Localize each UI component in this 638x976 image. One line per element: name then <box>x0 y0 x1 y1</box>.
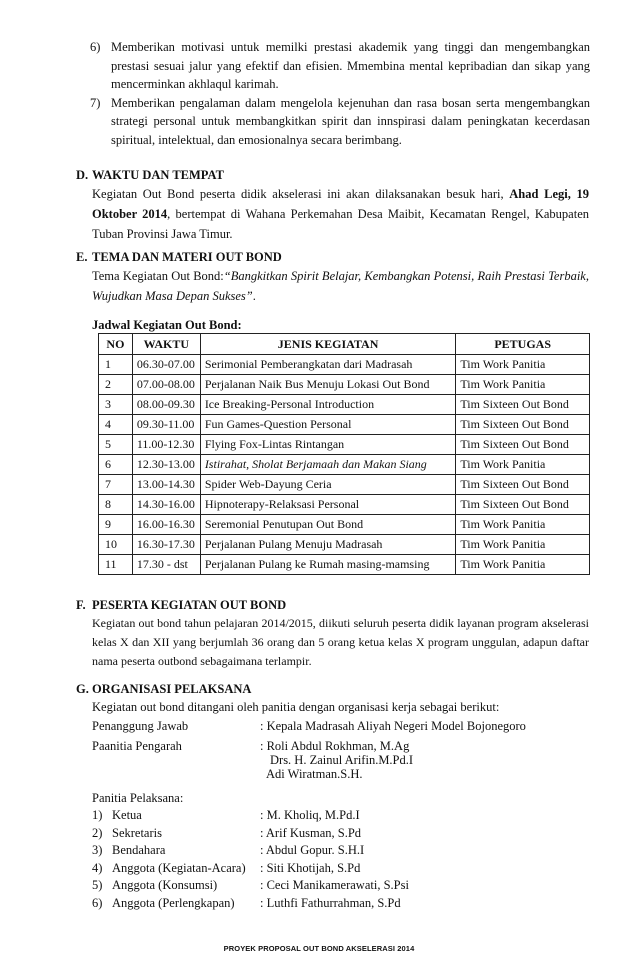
cell-petugas: Tim Sixteen Out Bond <box>456 495 590 515</box>
org-value: : Kepala Madrasah Aliyah Negeri Model Bojonegoro <box>260 719 526 733</box>
schedule-body <box>99 355 590 575</box>
theme-text: “Bangkitkan Spirit Belajar, Kembangkan Potensi, Raih Prestasi Terbaik, Wujudkan Masa Depan Sukses” <box>92 269 589 303</box>
cell-kegiatan: Spider Web-Dayung Ceria <box>200 475 456 495</box>
event-date: Ahad Legi, 19 Oktober 2014 <box>92 187 590 221</box>
cell-petugas: Tim Sixteen Out Bond <box>456 435 590 455</box>
org-label: Penanggung Jawab <box>92 719 189 733</box>
cell-petugas: Tim Sixteen Out Bond <box>456 415 590 435</box>
org-label: Panitia Pelaksana: <box>92 790 184 805</box>
org-role: Sekretaris <box>112 825 162 840</box>
cell-no: 9 <box>99 515 133 535</box>
section-e-text <box>92 266 589 306</box>
section-title: ORGANISASI PELAKSANA <box>92 682 252 696</box>
cell-kegiatan: Hipnoterapy-Relaksasi Personal <box>200 495 456 515</box>
cell-kegiatan: Fun Games-Question Personal <box>200 415 456 435</box>
org-value: Drs. H. Zainul Arifin.M.Pd.I <box>270 753 414 767</box>
cell-petugas: Tim Sixteen Out Bond <box>456 475 590 495</box>
paragraph-text: Kegiatan Out Bond peserta didik akselerasi ini akan dilaksanakan besuk hari, <box>92 187 510 201</box>
table-row <box>99 495 590 515</box>
cell-no: 8 <box>99 495 133 515</box>
table-row <box>99 515 590 535</box>
org-value: : Arif Kusman, S.Pd <box>260 825 362 840</box>
list-item-text: Memberikan pengalaman dalam mengelola kejenuhan dan rasa bosan serta mengembangkan strategi personal untuk membangkitkan spirit dan innspirasi dalam peningkatan kecerdasan spiritual, intelektual, dan emosionalnya secara berimbang. <box>111 95 590 147</box>
paragraph-text: . <box>252 289 256 303</box>
cell-petugas: Tim Work Panitia <box>456 355 590 375</box>
page-footer: PROYEK PROPOSAL OUT BOND AKSELERASI 2014 <box>223 944 415 953</box>
section-e-heading <box>76 250 282 265</box>
paragraph-text: Tema Kegiatan Out Bond: <box>92 269 224 283</box>
cell-waktu: 07.00-08.00 <box>132 375 200 395</box>
cell-waktu: 13.00-14.30 <box>132 475 200 495</box>
section-title: PESERTA KEGIATAN OUT BOND <box>92 598 287 612</box>
cell-waktu: 08.00-09.30 <box>132 395 200 415</box>
cell-petugas: Tim Work Panitia <box>456 455 590 475</box>
table-row <box>99 355 590 375</box>
cell-kegiatan: Perjalanan Naik Bus Menuju Lokasi Out Bond <box>200 375 456 395</box>
cell-waktu: 14.30-16.00 <box>132 495 200 515</box>
cell-waktu: 16.00-16.30 <box>132 515 200 535</box>
table-header-row <box>99 334 590 355</box>
header-kegiatan: JENIS KEGIATAN <box>200 334 456 355</box>
org-label: Paanitia Pengarah <box>92 738 182 753</box>
table-row <box>99 475 590 495</box>
schedule-title: Jadwal Kegiatan Out Bond: <box>92 318 242 332</box>
table-row <box>99 395 590 415</box>
org-label <box>92 825 162 843</box>
section-g-intro: Kegiatan out bond ditangani oleh panitia dengan organisasi kerja sebagai berikut: <box>92 700 500 714</box>
section-d-text <box>92 184 589 244</box>
org-value: : Luthfi Fathurrahman, S.Pd <box>260 895 401 910</box>
org-label <box>92 860 246 878</box>
section-title: TEMA DAN MATERI OUT BOND <box>92 250 282 264</box>
org-number: 6) <box>92 895 103 910</box>
org-number: 1) <box>92 808 103 822</box>
org-role: Anggota (Konsumsi) <box>112 878 218 892</box>
section-title: WAKTU DAN TEMPAT <box>92 168 224 182</box>
org-number: 3) <box>92 843 103 857</box>
schedule-table <box>98 333 590 575</box>
cell-waktu: 12.30-13.00 <box>132 455 200 475</box>
table-row <box>99 455 590 475</box>
list-item <box>90 94 590 150</box>
cell-no: 4 <box>99 415 133 435</box>
cell-kegiatan: Flying Fox-Lintas Rintangan <box>200 435 456 455</box>
section-f-heading <box>76 598 286 613</box>
cell-kegiatan: Ice Breaking-Personal Introduction <box>200 395 456 415</box>
org-value: : Abdul Gopur. S.H.I <box>260 843 365 857</box>
cell-petugas: Tim Work Panitia <box>456 515 590 535</box>
cell-no: 11 <box>99 555 133 575</box>
org-number: 2) <box>92 825 103 840</box>
org-label <box>92 807 142 825</box>
table-row <box>99 555 590 575</box>
header-waktu: WAKTU <box>132 334 200 355</box>
cell-no: 10 <box>99 535 133 555</box>
org-value: : M. Kholiq, M.Pd.I <box>260 808 360 822</box>
cell-no: 7 <box>99 475 133 495</box>
cell-no: 5 <box>99 435 133 455</box>
cell-no: 2 <box>99 375 133 395</box>
cell-waktu: 17.30 - dst <box>132 555 200 575</box>
section-d-heading <box>76 168 224 183</box>
cell-petugas: Tim Work Panitia <box>456 535 590 555</box>
org-label <box>92 895 235 913</box>
org-value: : Siti Khotijah, S.Pd <box>260 860 361 875</box>
org-number: 4) <box>92 860 103 875</box>
org-value: : Roli Abdul Rokhman, M.Ag <box>260 738 410 753</box>
org-value: : Ceci Manikamerawati, S.Psi <box>260 878 409 892</box>
cell-no: 3 <box>99 395 133 415</box>
cell-kegiatan: Istirahat, Sholat Berjamaah dan Makan Siang <box>200 455 456 475</box>
org-label <box>92 842 165 860</box>
section-letter: F. <box>76 598 86 612</box>
header-no: NO <box>99 334 133 355</box>
org-role: Anggota (Perlengkapan) <box>112 895 235 910</box>
paragraph-text: , bertempat di Wahana Perkemahan Desa Maibit, Kecamatan Rengel, Kabupaten Tuban Provinsi Jawa Timur. <box>92 207 589 241</box>
cell-kegiatan: Perjalanan Pulang Menuju Madrasah <box>200 535 456 555</box>
list-item <box>90 38 590 94</box>
org-label <box>92 877 217 895</box>
objectives-list <box>90 38 590 149</box>
org-role: Bendahara <box>112 843 166 857</box>
table-row <box>99 535 590 555</box>
table-row <box>99 435 590 455</box>
cell-petugas: Tim Sixteen Out Bond <box>456 395 590 415</box>
org-role: Ketua <box>112 808 142 822</box>
cell-waktu: 09.30-11.00 <box>132 415 200 435</box>
header-petugas: PETUGAS <box>456 334 590 355</box>
cell-kegiatan: Seremonial Penutupan Out Bond <box>200 515 456 535</box>
cell-waktu: 11.00-12.30 <box>132 435 200 455</box>
list-item-number: 7) <box>90 95 101 110</box>
cell-no: 6 <box>99 455 133 475</box>
org-role: Anggota (Kegiatan-Acara) <box>112 860 246 875</box>
section-letter: G. <box>76 682 89 696</box>
org-value: Adi Wiratman.S.H. <box>266 766 363 781</box>
list-item-text: Memberikan motivasi untuk memilki prestasi akademik yang tinggi dan mengembangkan prestasi sesuai jalur yang efektif dan efisien. Mmembina mental kepribadian dan sikap yang mencerminkan akhlaqul karimah. <box>111 40 590 91</box>
section-f-text: Kegiatan out bond tahun pelajaran 2014/2015, diikuti seluruh peserta didik layanan program akselerasi kelas X dan XII yang berjumlah 36 orang dan 5 orang ketua kelas X program unggulan, adapun daftar nama peserta outbond sebagaimana terlampir. <box>92 616 589 668</box>
list-item-number: 6) <box>90 40 101 54</box>
cell-no: 1 <box>99 355 133 375</box>
section-g-heading <box>76 682 251 697</box>
table-row <box>99 375 590 395</box>
org-number: 5) <box>92 878 103 892</box>
cell-petugas: Tim Work Panitia <box>456 375 590 395</box>
cell-waktu: 06.30-07.00 <box>132 355 200 375</box>
cell-waktu: 16.30-17.30 <box>132 535 200 555</box>
section-letter: E. <box>76 250 88 264</box>
section-letter: D. <box>76 168 89 182</box>
cell-kegiatan: Perjalanan Pulang ke Rumah masing-mamsing <box>200 555 456 575</box>
cell-petugas: Tim Work Panitia <box>456 555 590 575</box>
cell-kegiatan: Serimonial Pemberangkatan dari Madrasah <box>200 355 456 375</box>
table-row <box>99 415 590 435</box>
